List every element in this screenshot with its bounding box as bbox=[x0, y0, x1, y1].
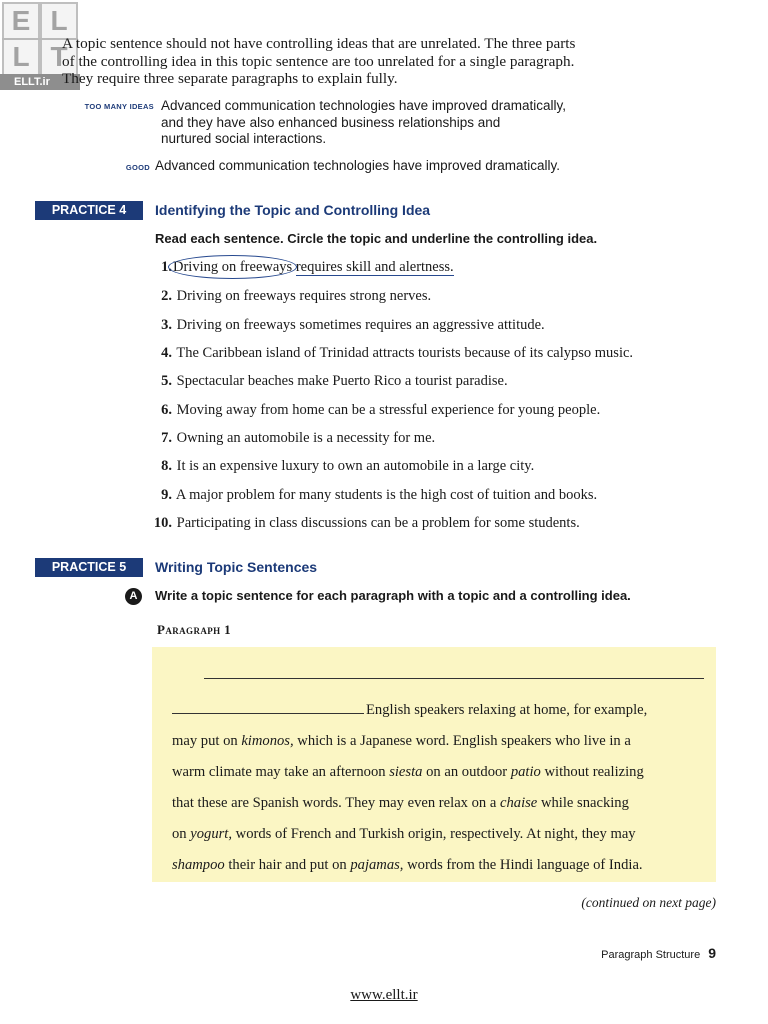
paragraph-text: without realizing bbox=[540, 764, 644, 780]
practice-4-item bbox=[150, 401, 710, 419]
paragraph-1-box bbox=[152, 647, 716, 882]
good-label: GOOD bbox=[125, 163, 150, 172]
paragraph-line bbox=[172, 695, 712, 726]
example-line: and they have also enhanced business relationships and bbox=[161, 114, 501, 130]
item-number: 9. bbox=[161, 487, 172, 503]
item-text: A major problem for many students is the high cost of tuition and books. bbox=[175, 487, 598, 503]
part-a-marker: A bbox=[125, 588, 142, 605]
intro-paragraph bbox=[62, 35, 642, 88]
item-number: 2. bbox=[161, 288, 172, 304]
practice-5-title: Writing Topic Sentences bbox=[155, 559, 318, 575]
logo-letter: L bbox=[40, 2, 78, 40]
logo-letter: E bbox=[2, 2, 40, 40]
section-name: Paragraph Structure bbox=[601, 949, 701, 961]
paragraph-text: English speakers relaxing at home, for example, bbox=[366, 702, 648, 718]
practice-4-item bbox=[150, 486, 710, 504]
practice-4-item bbox=[150, 514, 710, 532]
loanword: shampoo bbox=[172, 857, 225, 873]
intro-line: A topic sentence should not have controlling ideas that are unrelated. The three parts bbox=[62, 35, 576, 52]
item-number: 7. bbox=[161, 430, 172, 446]
example-line: Advanced communication technologies have improved dramatically, bbox=[161, 98, 566, 113]
loanword: kimonos, bbox=[241, 733, 294, 749]
item-text: The Caribbean island of Trinidad attracts tourists because of its calypso music. bbox=[176, 345, 634, 361]
item-number: 1. bbox=[161, 259, 172, 275]
paragraph-text: warm climate may take an afternoon bbox=[172, 764, 390, 780]
paragraph-text: on an outdoor bbox=[422, 764, 511, 780]
practice-4-item bbox=[150, 287, 710, 305]
too-many-ideas-example bbox=[161, 98, 631, 148]
item-number: 5. bbox=[161, 373, 172, 389]
paragraph-1-text bbox=[172, 695, 712, 881]
paragraph-text: may put on bbox=[172, 733, 242, 749]
paragraph-line bbox=[172, 788, 712, 819]
page-number: 9 bbox=[708, 945, 716, 961]
item-number: 6. bbox=[161, 402, 172, 418]
item-text: Owning an automobile is a necessity for me. bbox=[176, 430, 436, 446]
paragraph-text: words of French and Turkish origin, respectively. At night, they may bbox=[232, 826, 636, 842]
page-footer bbox=[601, 945, 716, 961]
underlined-controlling-idea: requires skill and alertness. bbox=[295, 259, 454, 275]
practice-4-item-1 bbox=[150, 258, 710, 276]
practice-4-item bbox=[150, 457, 710, 475]
item-text: Participating in class discussions can be a problem for some students. bbox=[176, 515, 580, 531]
practice-4-item bbox=[150, 316, 710, 334]
loanword: yogurt, bbox=[190, 826, 233, 842]
loanword: pajamas, bbox=[350, 857, 404, 873]
continued-note: (continued on next page) bbox=[581, 895, 716, 910]
intro-line: of the controlling idea in this topic sentence are too unrelated for a single paragraph. bbox=[62, 52, 575, 70]
topic-sentence-blank[interactable] bbox=[204, 678, 704, 679]
paragraph-1-heading: Paragraph 1 bbox=[157, 622, 232, 637]
practice-4-item bbox=[150, 344, 710, 362]
item-text: Moving away from home can be a stressful experience for young people. bbox=[176, 402, 601, 418]
good-example: Advanced communication technologies have improved dramatically. bbox=[155, 158, 560, 173]
item-number: 3. bbox=[161, 317, 172, 333]
circled-topic: Driving on freeways bbox=[173, 259, 293, 275]
practice-4-item bbox=[150, 429, 710, 447]
topic-sentence-blank-continued[interactable] bbox=[172, 699, 364, 714]
paragraph-text: words from the Hindi language of India. bbox=[403, 857, 643, 873]
paragraph-line bbox=[172, 757, 712, 788]
loanword: siesta bbox=[389, 764, 423, 780]
website-link[interactable]: www.ellt.ir bbox=[350, 987, 418, 1003]
practice-4-item bbox=[150, 372, 710, 390]
paragraph-line bbox=[172, 819, 712, 850]
paragraph-text: on bbox=[172, 826, 191, 842]
paragraph-text: that these are Spanish words. They may even relax on a bbox=[172, 795, 500, 811]
paragraph-text: which is a Japanese word. English speakers who live in a bbox=[293, 733, 631, 749]
item-text: It is an expensive luxury to own an automobile in a large city. bbox=[176, 458, 535, 474]
example-line: nurtured social interactions. bbox=[161, 131, 327, 146]
item-number: 10. bbox=[153, 515, 172, 531]
item-text: Driving on freeways requires strong nerves. bbox=[176, 288, 432, 304]
practice-4-title: Identifying the Topic and Controlling Idea bbox=[155, 202, 431, 218]
too-many-ideas-label: TOO MANY IDEAS bbox=[84, 102, 154, 111]
practice-5-instruction: Write a topic sentence for each paragraph with a topic and a controlling idea. bbox=[155, 588, 631, 603]
logo-bar-text: ELLT.ir bbox=[0, 74, 80, 90]
practice-4-instruction: Read each sentence. Circle the topic and underline the controlling idea. bbox=[155, 231, 598, 246]
loanword: chaise bbox=[500, 795, 538, 811]
logo-letter: T bbox=[40, 38, 78, 76]
intro-line: They require three separate paragraphs to explain fully. bbox=[62, 70, 398, 87]
paragraph-line bbox=[172, 726, 712, 757]
item-text: Spectacular beaches make Puerto Rico a tourist paradise. bbox=[176, 373, 508, 389]
logo-letter: L bbox=[2, 38, 40, 76]
item-number: 8. bbox=[161, 458, 172, 474]
paragraph-line bbox=[172, 850, 712, 881]
paragraph-text: their hair and put on bbox=[224, 857, 351, 873]
item-number: 4. bbox=[161, 345, 172, 361]
practice-5-badge: PRACTICE 5 bbox=[35, 558, 143, 577]
loanword: patio bbox=[510, 764, 541, 780]
item-text: Driving on freeways sometimes requires an aggressive attitude. bbox=[176, 317, 545, 333]
practice-4-badge: PRACTICE 4 bbox=[35, 201, 143, 220]
paragraph-text: while snacking bbox=[537, 795, 629, 811]
